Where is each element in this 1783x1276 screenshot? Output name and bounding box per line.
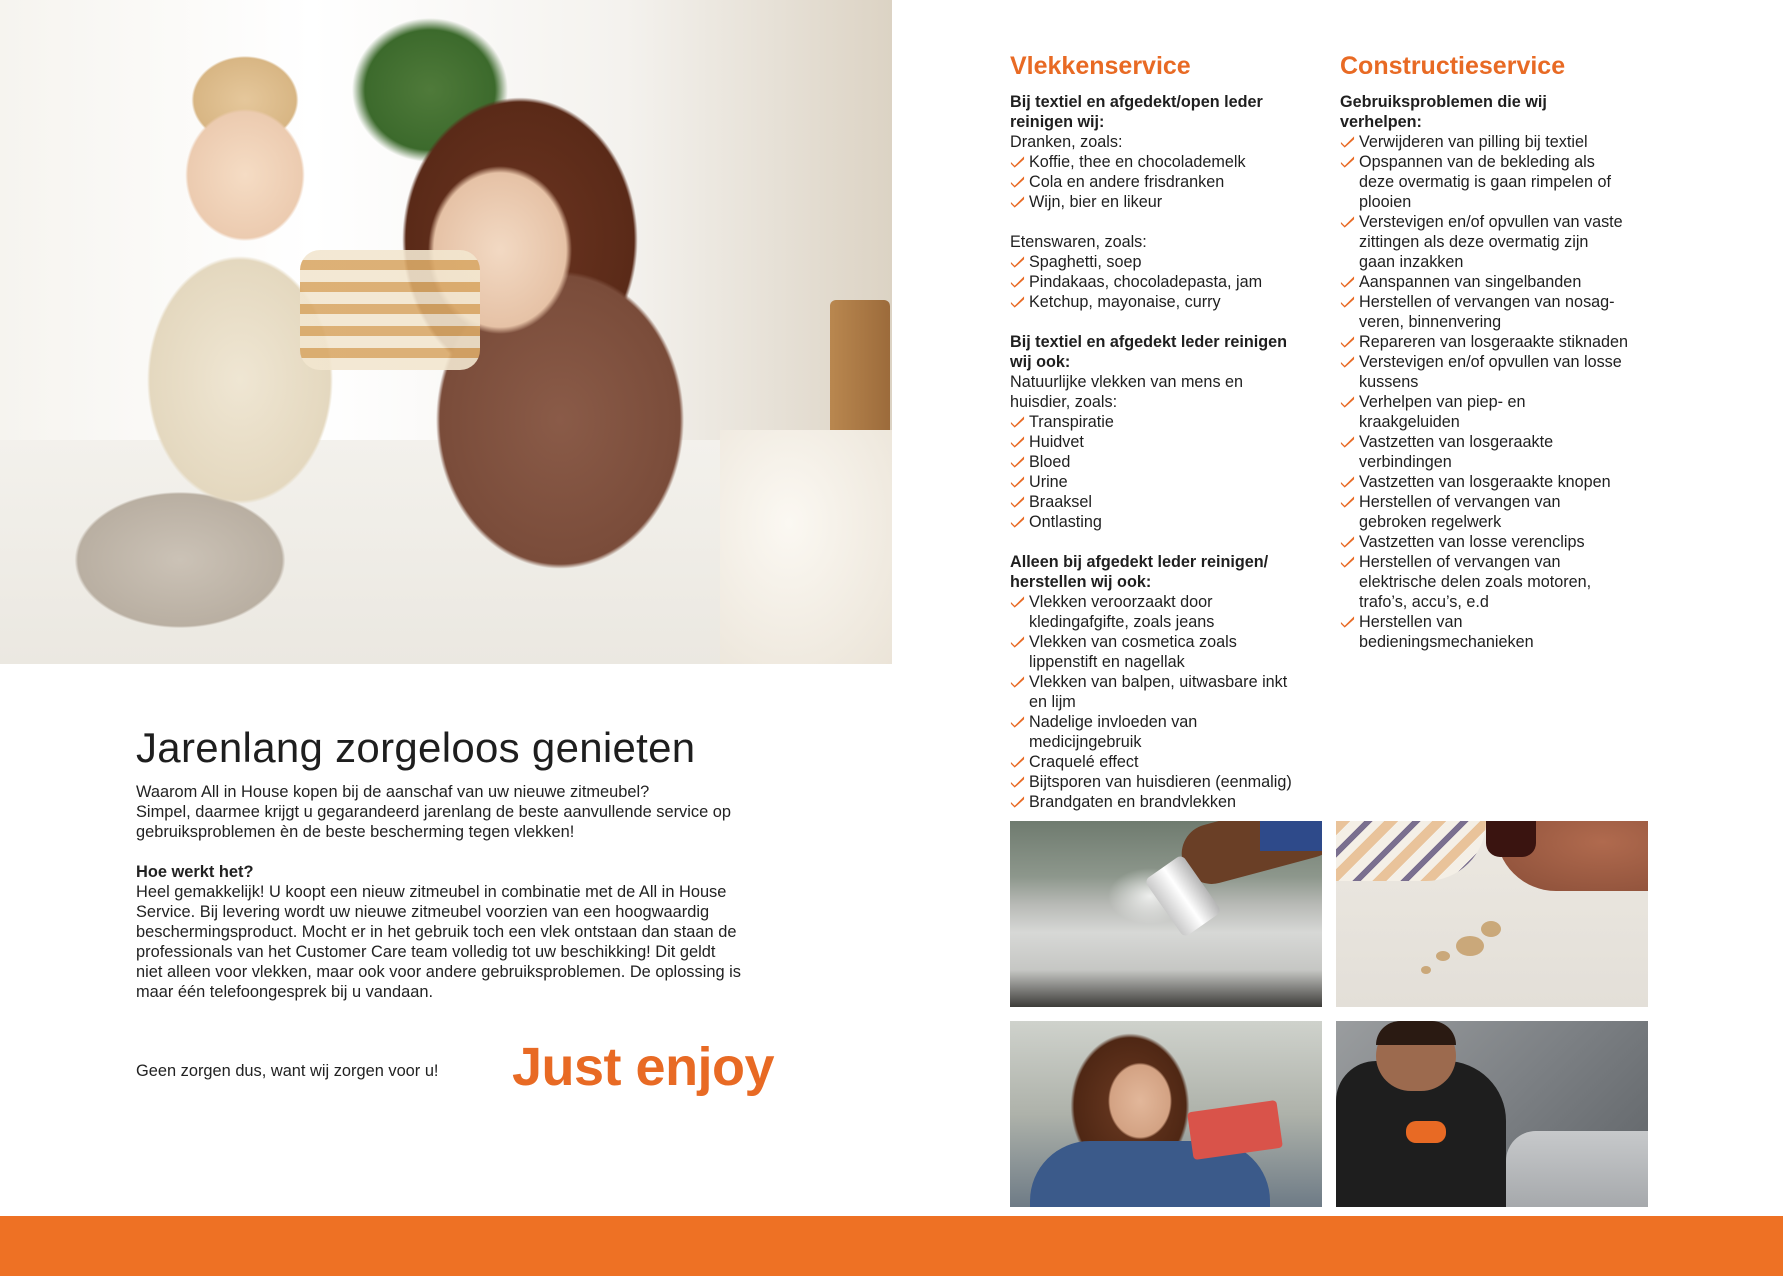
list-item: Nadelige invloeden van medicijngebruik bbox=[1010, 712, 1310, 752]
section-heading: Alleen bij afgedekt leder reinigen/ bbox=[1010, 553, 1269, 571]
list-item: Ketchup, mayonaise, curry bbox=[1010, 292, 1310, 312]
list-item: Verstevigen en/of opvullen van losse kussens bbox=[1340, 352, 1660, 392]
section-heading: Gebruiksproblemen die wij bbox=[1340, 93, 1547, 111]
list-item: Urine bbox=[1010, 472, 1310, 492]
check-icon bbox=[1340, 475, 1355, 489]
list-item: Verstevigen en/of opvullen van vaste zittingen als deze overmatig zijn gaan inzakken bbox=[1340, 212, 1660, 272]
list-item: Huidvet bbox=[1010, 432, 1310, 452]
check-icon bbox=[1010, 595, 1025, 609]
natural-label: huisdier, zoals: bbox=[1010, 393, 1118, 411]
list-item: Herstellen of vervangen van gebroken regelwerk bbox=[1340, 492, 1660, 532]
check-icon bbox=[1340, 395, 1355, 409]
constructieservice-title: Constructieservice bbox=[1340, 52, 1566, 80]
list-item: Bijtsporen van huisdieren (eenmalig) bbox=[1010, 772, 1310, 792]
check-icon bbox=[1340, 355, 1355, 369]
photo-spray-protection bbox=[1010, 821, 1322, 1007]
list-item: Brandgaten en brandvlekken bbox=[1010, 792, 1310, 812]
cup bbox=[1486, 821, 1536, 857]
stain bbox=[1421, 966, 1431, 974]
list-item: Ontlasting bbox=[1010, 512, 1310, 532]
check-icon bbox=[1340, 535, 1355, 549]
list-item: Vlekken van cosmetica zoals lippenstift en nagellak bbox=[1010, 632, 1310, 672]
how-paragraph bbox=[136, 882, 786, 1002]
check-icon bbox=[1340, 295, 1355, 309]
how-heading: Hoe werkt het? bbox=[136, 863, 254, 881]
check-icon bbox=[1010, 275, 1025, 289]
section-heading: wij ook: bbox=[1010, 353, 1071, 371]
list-item: Herstellen van bedieningsmechanieken bbox=[1340, 612, 1660, 652]
check-icon bbox=[1010, 475, 1025, 489]
check-icon bbox=[1340, 435, 1355, 449]
list-item: Vlekken veroorzaakt door kledingafgifte, zoals jeans bbox=[1010, 592, 1310, 632]
section-heading: reinigen wij: bbox=[1010, 113, 1105, 131]
list-item: Transpiratie bbox=[1010, 412, 1310, 432]
check-icon bbox=[1010, 515, 1025, 529]
sheepskin-rug bbox=[720, 430, 892, 664]
just-enjoy-logo: Just enjoy bbox=[512, 1037, 775, 1097]
check-icon bbox=[1340, 135, 1355, 149]
how-line: niet alleen voor vlekken, maar ook voor andere gebruiksproblemen. De oplossing is bbox=[136, 963, 741, 981]
list-item: Verhelpen van piep- en kraakgeluiden bbox=[1340, 392, 1660, 432]
how-line: Heel gemakkelijk! U koopt een nieuw zitmeubel in combinatie met de All in House bbox=[136, 883, 727, 901]
footer-bar bbox=[0, 1216, 1783, 1276]
list-item: Repareren van losgeraakte stiknaden bbox=[1340, 332, 1660, 352]
hero-photo-mother-child bbox=[0, 0, 892, 664]
photo-technician-repair bbox=[1336, 1021, 1648, 1207]
list-item: Bloed bbox=[1010, 452, 1310, 472]
list-item: Spaghetti, soep bbox=[1010, 252, 1310, 272]
vlekkenservice-column bbox=[1010, 50, 1310, 812]
check-icon bbox=[1010, 455, 1025, 469]
food-label: Etenswaren, zoals: bbox=[1010, 233, 1147, 251]
how-line: professionals van het Customer Care team volledig tot uw beschikking! Dit geldt bbox=[136, 943, 716, 961]
natural-list bbox=[1010, 412, 1310, 532]
check-icon bbox=[1010, 775, 1025, 789]
check-icon bbox=[1010, 155, 1025, 169]
list-item: Herstellen of vervangen van elektrische delen zoals motoren, trafo’s, accu’s, e.d bbox=[1340, 552, 1660, 612]
construction-list bbox=[1340, 132, 1660, 652]
food-list bbox=[1010, 252, 1310, 312]
list-item: Vastzetten van losgeraakte verbindingen bbox=[1340, 432, 1660, 472]
list-item: Wijn, bier en likeur bbox=[1010, 192, 1310, 212]
striped-pillow bbox=[300, 250, 480, 370]
constructieservice-column bbox=[1340, 50, 1660, 652]
list-item: Pindakaas, chocoladepasta, jam bbox=[1010, 272, 1310, 292]
check-icon bbox=[1340, 215, 1355, 229]
check-icon bbox=[1010, 255, 1025, 269]
check-icon bbox=[1010, 795, 1025, 809]
service-card bbox=[1187, 1100, 1283, 1160]
list-item: Opspannen van de bekleding als deze overmatig is gaan rimpelen of plooien bbox=[1340, 152, 1660, 212]
check-icon bbox=[1010, 175, 1025, 189]
check-icon bbox=[1010, 415, 1025, 429]
intro-line: Waarom All in House kopen bij de aanschaf van uw nieuwe zitmeubel? bbox=[136, 783, 650, 801]
check-icon bbox=[1010, 195, 1025, 209]
intro-line: Simpel, daarmee krijgt u gegarandeerd jarenlang de beste aanvullende service op bbox=[136, 803, 731, 821]
stain bbox=[1456, 936, 1484, 956]
list-item: Verwijderen van pilling bij textiel bbox=[1340, 132, 1660, 152]
photo-woman-phone-card bbox=[1010, 1021, 1322, 1207]
check-icon bbox=[1010, 635, 1025, 649]
check-icon bbox=[1340, 335, 1355, 349]
stain bbox=[1436, 951, 1450, 961]
section-heading: verhelpen: bbox=[1340, 113, 1422, 131]
check-icon bbox=[1010, 675, 1025, 689]
check-icon bbox=[1340, 615, 1355, 629]
check-icon bbox=[1340, 275, 1355, 289]
shirt-logo bbox=[1406, 1121, 1446, 1143]
list-item: Herstellen of vervangen van nosag- veren, binnenvering bbox=[1340, 292, 1660, 332]
stain bbox=[1481, 921, 1501, 937]
how-line: Service. Bij levering wordt uw nieuwe zitmeubel voorzien van een hoogwaardig bbox=[136, 903, 710, 921]
check-icon bbox=[1010, 755, 1025, 769]
check-icon bbox=[1010, 715, 1025, 729]
list-item: Aanspannen van singelbanden bbox=[1340, 272, 1660, 292]
intro-paragraph bbox=[136, 782, 796, 842]
how-line: maar één telefoongesprek bij u vandaan. bbox=[136, 983, 434, 1001]
tagline: Geen zorgen dus, want wij zorgen voor u! bbox=[136, 1062, 439, 1080]
section-heading: herstellen wij ook: bbox=[1010, 573, 1152, 591]
leather-list bbox=[1010, 592, 1310, 812]
check-icon bbox=[1340, 495, 1355, 509]
list-item: Vlekken van balpen, uitwasbare inkt en lijm bbox=[1010, 672, 1310, 712]
drinks-label: Dranken, zoals: bbox=[1010, 133, 1123, 151]
list-item: Vastzetten van losgeraakte knopen bbox=[1340, 472, 1660, 492]
list-item: Cola en andere frisdranken bbox=[1010, 172, 1310, 192]
section-heading: Bij textiel en afgedekt/open leder bbox=[1010, 93, 1263, 111]
photo-coffee-stain bbox=[1336, 821, 1648, 1007]
natural-label: Natuurlijke vlekken van mens en bbox=[1010, 373, 1244, 391]
how-line: beschermingsproduct. Mocht er in het gebruik toch een vlek ontstaan dan staan de bbox=[136, 923, 737, 941]
check-icon bbox=[1340, 555, 1355, 569]
check-icon bbox=[1010, 495, 1025, 509]
section-heading: Bij textiel en afgedekt leder reinigen bbox=[1010, 333, 1288, 351]
list-item: Koffie, thee en chocolademelk bbox=[1010, 152, 1310, 172]
vlekkenservice-title: Vlekkenservice bbox=[1010, 52, 1191, 80]
check-icon bbox=[1010, 435, 1025, 449]
list-item: Craquelé effect bbox=[1010, 752, 1310, 772]
drinks-list bbox=[1010, 152, 1310, 212]
list-item: Vastzetten van losse verenclips bbox=[1340, 532, 1660, 552]
list-item: Braaksel bbox=[1010, 492, 1310, 512]
page-title: Jarenlang zorgeloos genieten bbox=[136, 724, 696, 771]
check-icon bbox=[1340, 155, 1355, 169]
intro-line: gebruiksproblemen èn de beste bescherming tegen vlekken! bbox=[136, 823, 575, 841]
check-icon bbox=[1010, 295, 1025, 309]
